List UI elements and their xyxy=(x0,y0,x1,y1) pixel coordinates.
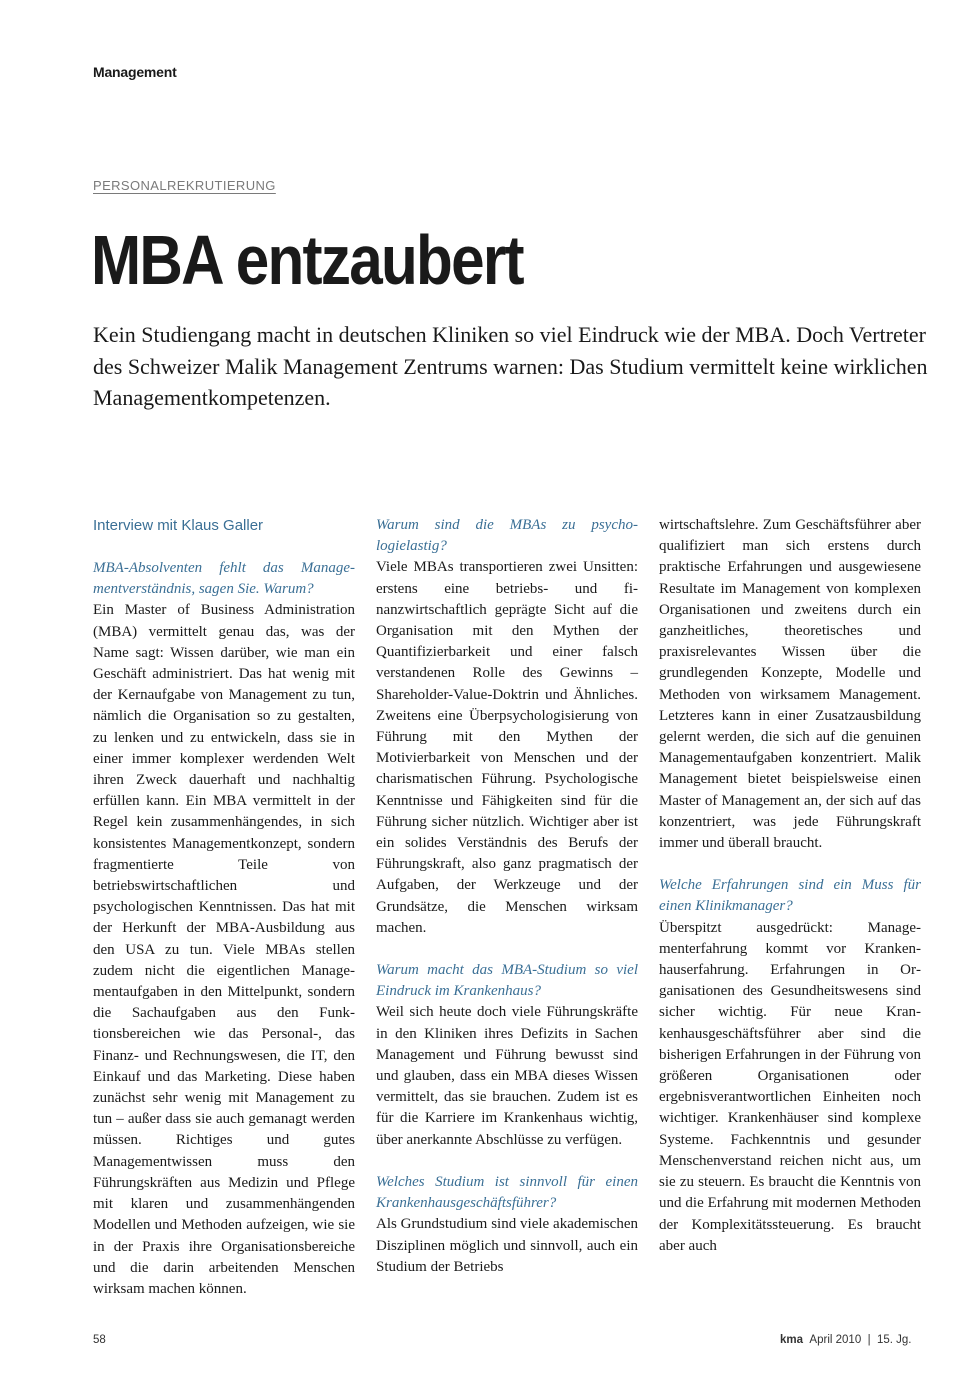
article-column-1 xyxy=(93,515,355,1300)
article-column-3 xyxy=(659,515,921,1257)
footer-issue xyxy=(780,1334,912,1346)
question-3: Warum macht das MBA-Studium so viel Eindruck im Krankenhaus? xyxy=(376,962,638,1000)
section-label: Management xyxy=(93,64,177,80)
lead-paragraph: Kein Studiengang macht in deutschen Kliniken so viel Eindruck wie der MBA. Doch Vertreter des Schweizer Malik Management Zentrums warnen: Das Studium vermittelt keine wirklichen Managementkompetenzen. xyxy=(93,322,928,410)
answer-2: Viele MBAs transportieren zwei Unsitten: erstens eine betriebs- und finanzwirtschaftlich geprägte Sicht auf die Organisation mit den Mythen der Quantifizierbarkeit und einer falsch verstandenen Rolle des Gewinns – Shareholder-Value-Doktrin und Ähnliches. Zweitens eine Überpsychologisierung von Führung mit den Mythen der Motivierbarkeit von Menschen und der charismatischen Führung. Psychologische Kenntnisse und Fähigkeiten sind für die Führung sicher nützlich. Wichtiger aber ist ein solides Verständnis des Berufs der Führungskraft, also ganz pragmatisch der Aufgaben, der Werkzeuge und der Grundsätze, die Menschen wirksam machen. xyxy=(376,559,638,936)
answer-1: Ein Master of Business Administration (MBA) vermittelt genau das, was der Name sagt: Wissen darüber, wie man ein Geschäft administriert. Das hat wenig mit der Kernaufgabe von Management zu tun, nämlich die Organisation so zu gestalten, zu lenken und zu entwickeln, dass sie in einer immer komplexer werdenden Welt ihren Zweck dauerhaft und nachhaltig erfüllen kann. Ein MBA vermittelt in der Regel kein zusammenhängendes, in sich konsistentes Managementkonzept, sondern fragmentierte Teile von betriebswirtschaftlichen und psychologischen Kenntnissen. Das hat mit der Herkunft der MBA-Ausbildung aus den USA zu tun. Viele MBAs stellen zudem nicht die eigentlichen Managementaufgaben in den Mittelpunkt, sondern die Sachaufgaben aus den Funktionsbereichen wie das Personal-, das Finanz- und Rechnungswesen, die IT, den Einkauf und das Marketing. Diese haben zunächst sehr wenig mit Management zu tun – außer dass sie auch gemanagt werden müssen. Richtiges und gutes Managementwissen muss den Führungskräften aus Medizin und Pflege mit klaren und zusammenhängenden Modellen und Methoden aufzeigen, wie sie in der Praxis ihre Organisationsbereiche und die darin arbeitenden Menschen wirksam machen können. xyxy=(93,602,355,1297)
interviewee-credit: Interview mit Klaus Galler xyxy=(93,517,264,534)
answer-5: Überspitzt ausgedrückt: Managementerfahrung kommt vor Krankenhauserfahrung. Erfahrungen in Organisationen des Gesundheitswesens sind sicher wichtig. Für neue Krankenhausgeschäftsführer aber sind die bisherigen Erfahrungen in der Führung von größeren Organisationen oder ergebnisverantwortlichen Einheiten noch wichtiger. Krankenhäuser sind komplexe Systeme. Fachkenntnis und gesunder Menschenverstand reichen nicht aus, um sie zu steuern. Es braucht die Kenntnis von und die Erfahrung mit modernen Methoden der Komplexitätssteuerung. Es braucht aber auch xyxy=(659,919,921,1254)
question-5: Welche Erfahrungen sind ein Muss für einen Klinikmanager? xyxy=(659,877,921,915)
headline: MBA entzaubert xyxy=(91,221,523,299)
kicker-link[interactable]: PERSONALREKRUTIERUNG xyxy=(93,178,276,193)
page-number: 58 xyxy=(93,1334,106,1346)
article-column-2 xyxy=(376,515,638,1278)
question-4: Welches Studium ist sinnvoll für einen Krankenhausgeschäftsführer? xyxy=(376,1173,638,1212)
issue-info: April 2010 | 15. Jg. xyxy=(806,1334,912,1346)
magazine-brand: kma xyxy=(780,1334,804,1346)
question-1: MBA-Absolventen fehlt das Managementverständnis, sagen Sie. Warum? xyxy=(93,560,355,598)
answer-4-part-1: Als Grundstudium sind viele akademischen Disziplinen möglich und sinnvoll, auch ein Studium der Betriebs xyxy=(376,1216,638,1275)
answer-4-part-2: wirtschaftslehre. Zum Geschäftsführer aber qualifiziert man sich erstens durch praktische Erfahrungen und ausgewiesene Resultate im Management von komplexen Organisationen und zweitens durch ein ganzheitliches, theoretisches und praxisrelevantes Wissen über die grundlegenden Konzepte, Modelle und Methoden von wirksamem Management. Letzteres kann in einer Zusatzausbildung gelernt werden, die sich auf die genuinen Managementaufgaben konzentriert. Malik Management bietet beispielsweise einen Master of Management an, der sich auf das konzentriert, was jede Führungskraft immer und überall braucht. xyxy=(659,517,921,852)
question-2: Warum sind die MBAs zu psychologielastig? xyxy=(376,517,638,555)
answer-3: Weil sich heute doch viele Führungskräfte in den Kliniken ihres Defizits in Sachen Management und Führung bewusst sind und glauben, dass ein MBA dieses Wissen vermittelt, das sie brauchen. Zudem ist es für die Karriere im Krankenhaus wichtig, über anerkannte Abschlüsse zu verfügen. xyxy=(376,1004,638,1148)
